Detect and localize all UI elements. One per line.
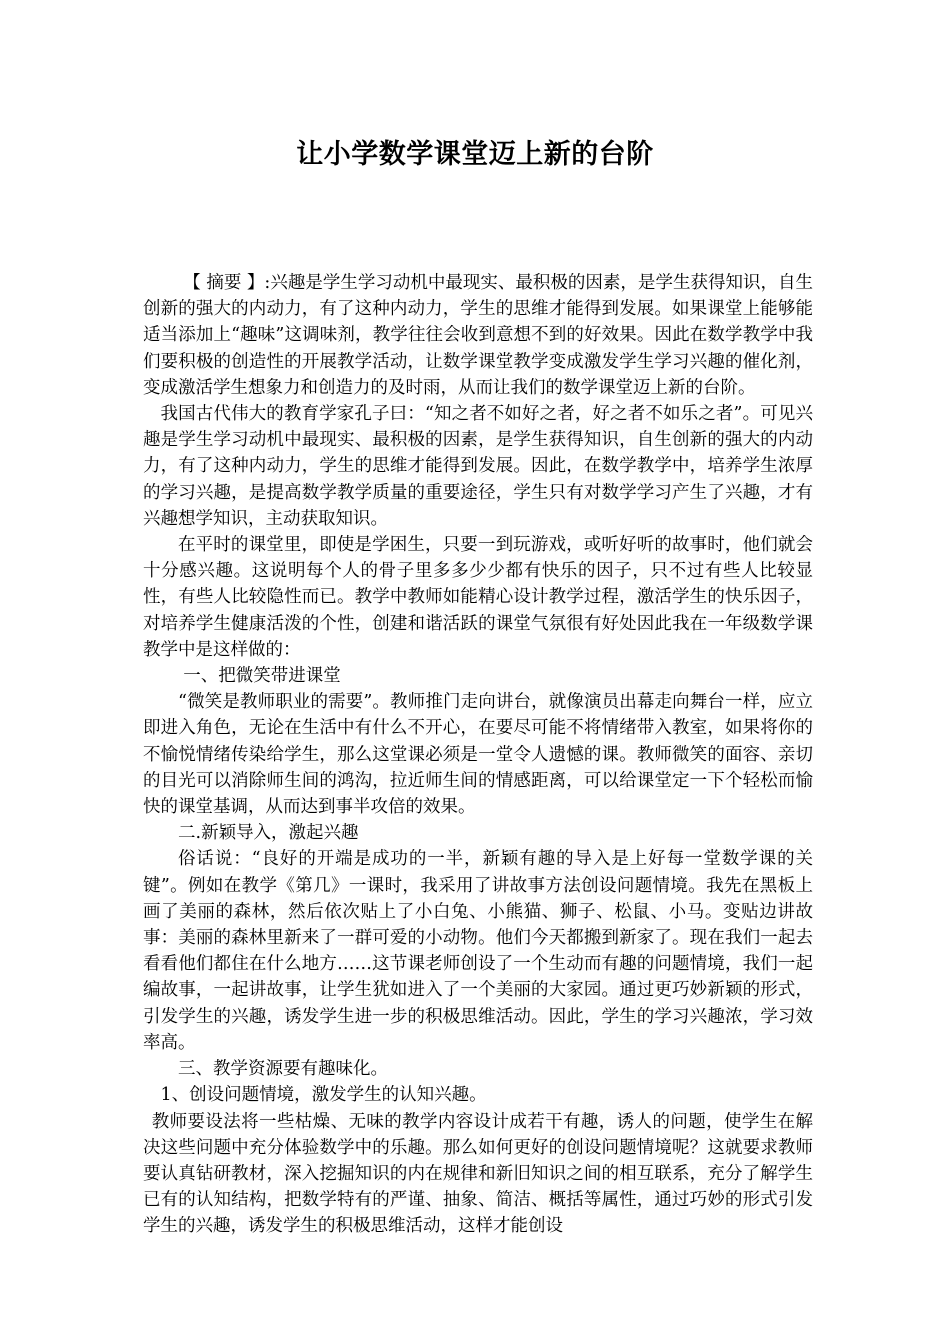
section-heading: 二.新颖导入，激起兴趣 [178, 823, 359, 844]
document-body [143, 270, 813, 1240]
body-paragraph: 俗话说：“良好的开端是成功的一半，新颖有趣的导入是上好每一堂数学课的关键”。例如在教学《第几》一课时，我采用了讲故事方法创设问题情境。我先在黑板上画了美丽的森林，然后依次贴上了小白兔、小熊猫、狮子、松鼠、小马。变贴边讲故事：美丽的森林里新来了一群可爱的小动物。他们今天都搬到新家了。现在我们一起去看看他们都住在什么地方……这节课老师创设了一个生动而有趣的问题情境，我们一起编故事，一起讲故事，让学生犹如进入了一个美丽的大家园。通过更巧妙新颖的形式，引发学生的兴趣，诱发学生进一步的积极思维活动。因此，学生的学习兴趣浓，学习效率高。 [143, 849, 813, 1053]
subsection-heading: 1、创设问题情境，激发学生的认知兴趣。 [160, 1085, 487, 1106]
abstract-paragraph: 【 摘要 】:兴趣是学生学习动机中最现实、最积极的因素，是学生获得知识，自生创新的强大的内动力，有了这种内动力，学生的思维才能得到发展。如果课堂上能够能适当添加上“趣味”这调味剂，教学往往会收到意想不到的好效果。因此在数学教学中我们要积极的创造性的开展教学活动，让数学课堂教学变成激发学生学习兴趣的催化剂，变成激活学生想象力和创造力的及时雨，从而让我们的数学课堂迈上新的台阶。 [143, 273, 813, 398]
body-paragraph: 在平时的课堂里，即使是学困生，只要一到玩游戏，或听好听的故事时，他们就会十分感兴趣。这说明每个人的骨子里多多少少都有快乐的因子，只不过有些人比较显性，有些人比较隐性而已。教学中教师如能精心设计教学过程，激活学生的快乐因子，对培养学生健康活泼的个性，创建和谐活跃的课堂气氛很有好处因此我在一年级数学课教学中是这样做的： [143, 535, 813, 660]
document-title: 让小学数学课堂迈上新的台阶 [296, 139, 654, 170]
section-heading: 一、把微笑带进课堂 [183, 666, 341, 687]
body-paragraph: 我国古代伟大的教育学家孔子曰：“知之者不如好之者，好之者不如乐之者”。可见兴趣是学生学习动机中最现实、最积极的因素，是学生获得知识，自生创新的强大的内动力，有了这种内动力，学生的思维才能得到发展。因此，在数学教学中，培养学生浓厚的学习兴趣，是提高数学教学质量的重要途径，学生只有对数学学习产生了兴趣，才有兴趣想学知识，主动获取知识。 [143, 404, 813, 529]
body-paragraph: 教师要设法将一些枯燥、无味的教学内容设计成若干有趣，诱人的问题，使学生在解决这些问题中充分体验数学中的乐趣。那么如何更好的创设问题情境呢？这就要求教师要认真钻研教材，深入挖掘知识的内在规律和新旧知识之间的相互联系，充分了解学生已有的认知结构，把数学特有的严谨、抽象、简洁、概括等属性，通过巧妙的形式引发学生的兴趣，诱发学生的积极思维活动，这样才能创设 [143, 1111, 813, 1237]
section-heading: 三、教学资源要有趣味化。 [178, 1059, 388, 1080]
body-paragraph: “微笑是教师职业的需要”。教师推门走向讲台，就像演员出幕走向舞台一样，应立即进入角色，无论在生活中有什么不开心，在要尽可能不将情绪带入教室，如果将你的不愉悦情绪传染给学生，那么这堂课必须是一堂令人遗憾的课。教师微笑的面容、亲切的目光可以消除师生间的鸿沟，拉近师生间的情感距离，可以给课堂定一下个轻松而愉快的课堂基调，从而达到事半攻倍的效果。 [143, 692, 813, 818]
